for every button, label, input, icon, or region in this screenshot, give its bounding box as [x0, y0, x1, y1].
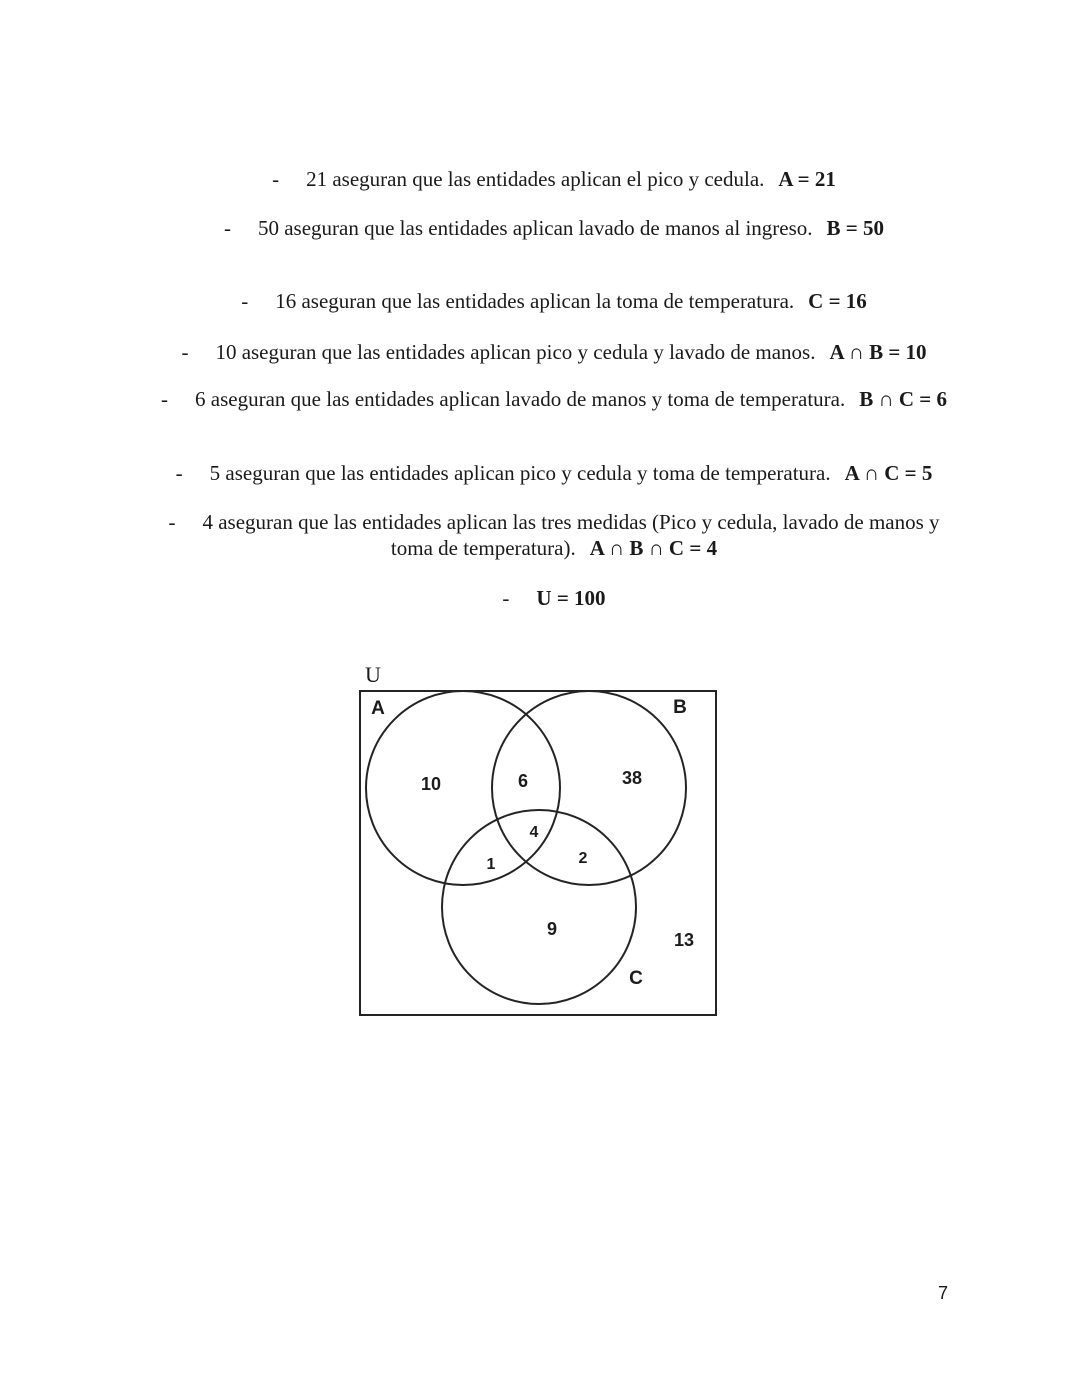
bullet-text: 10 aseguran que las entidades aplican pico y cedula y lavado de manos.	[215, 340, 816, 364]
universe-label: U	[365, 662, 381, 687]
set-a-label: A	[371, 698, 385, 719]
region-outside-value: 13	[673, 930, 695, 950]
bullet-text: 50 aseguran que las entidades aplican lavado de manos al ingreso.	[257, 216, 813, 240]
page-number: 7	[938, 1283, 949, 1303]
bullet-dash: -	[272, 167, 280, 191]
region-c-only-value: 9	[546, 919, 558, 939]
bullet-item-6	[129, 460, 979, 486]
venn-svg	[359, 690, 717, 1016]
region-a-b-c-value: 4	[529, 824, 539, 841]
bullet-item-4	[129, 339, 979, 365]
bullet-dash: -	[168, 510, 176, 534]
bullet-item-3	[129, 288, 979, 314]
bullet-formula: C = 16	[808, 289, 867, 313]
bullet-dash: -	[241, 289, 249, 313]
bullet-item-5	[129, 386, 979, 412]
bullet-text: 16 aseguran que las entidades aplican la toma de temperatura.	[275, 289, 795, 313]
bullet-item-7	[129, 509, 979, 561]
region-b-and-c-value: 2	[578, 850, 588, 867]
bullet-item-8	[129, 585, 979, 611]
bullet-dash: -	[161, 387, 169, 411]
bullet-formula: B = 50	[826, 216, 885, 240]
bullet-item-2	[129, 215, 979, 241]
bullet-item-1	[129, 166, 979, 192]
bullet-text: 6 aseguran que las entidades aplican lavado de manos y toma de temperatura.	[195, 387, 846, 411]
bullet-formula: A = 21	[778, 167, 836, 191]
region-b-only-value: 38	[621, 768, 643, 788]
bullet-text: 21 aseguran que las entidades aplican el pico y cedula.	[306, 167, 765, 191]
region-a-and-b-value: 6	[517, 771, 529, 791]
bullet-dash: -	[181, 340, 189, 364]
bullet-dash: -	[223, 216, 231, 240]
bullet-formula: A ∩ C = 5	[844, 461, 933, 485]
region-a-only-value: 10	[420, 774, 442, 794]
set-b-label: B	[673, 697, 687, 718]
bullet-dash: -	[502, 586, 510, 610]
bullet-formula: A ∩ B = 10	[829, 340, 927, 364]
bullet-text: 4 aseguran que las entidades aplican las tres medidas (Pico y cedula, lavado de manos y	[202, 510, 940, 534]
region-a-and-c-value: 1	[486, 856, 496, 873]
venn-diagram	[359, 662, 717, 1016]
bullet-dash: -	[175, 461, 183, 485]
bullet-formula: U = 100	[536, 586, 606, 610]
bullet-formula: A ∩ B ∩ C = 4	[589, 536, 718, 560]
bullet-formula: B ∩ C = 6	[859, 387, 947, 411]
set-c-label: C	[629, 968, 643, 989]
bullet-text: 5 aseguran que las entidades aplican pico y cedula y toma de temperatura.	[209, 461, 831, 485]
universe-box	[360, 691, 716, 1015]
bullet-text-line2: toma de temperatura).	[390, 536, 576, 560]
